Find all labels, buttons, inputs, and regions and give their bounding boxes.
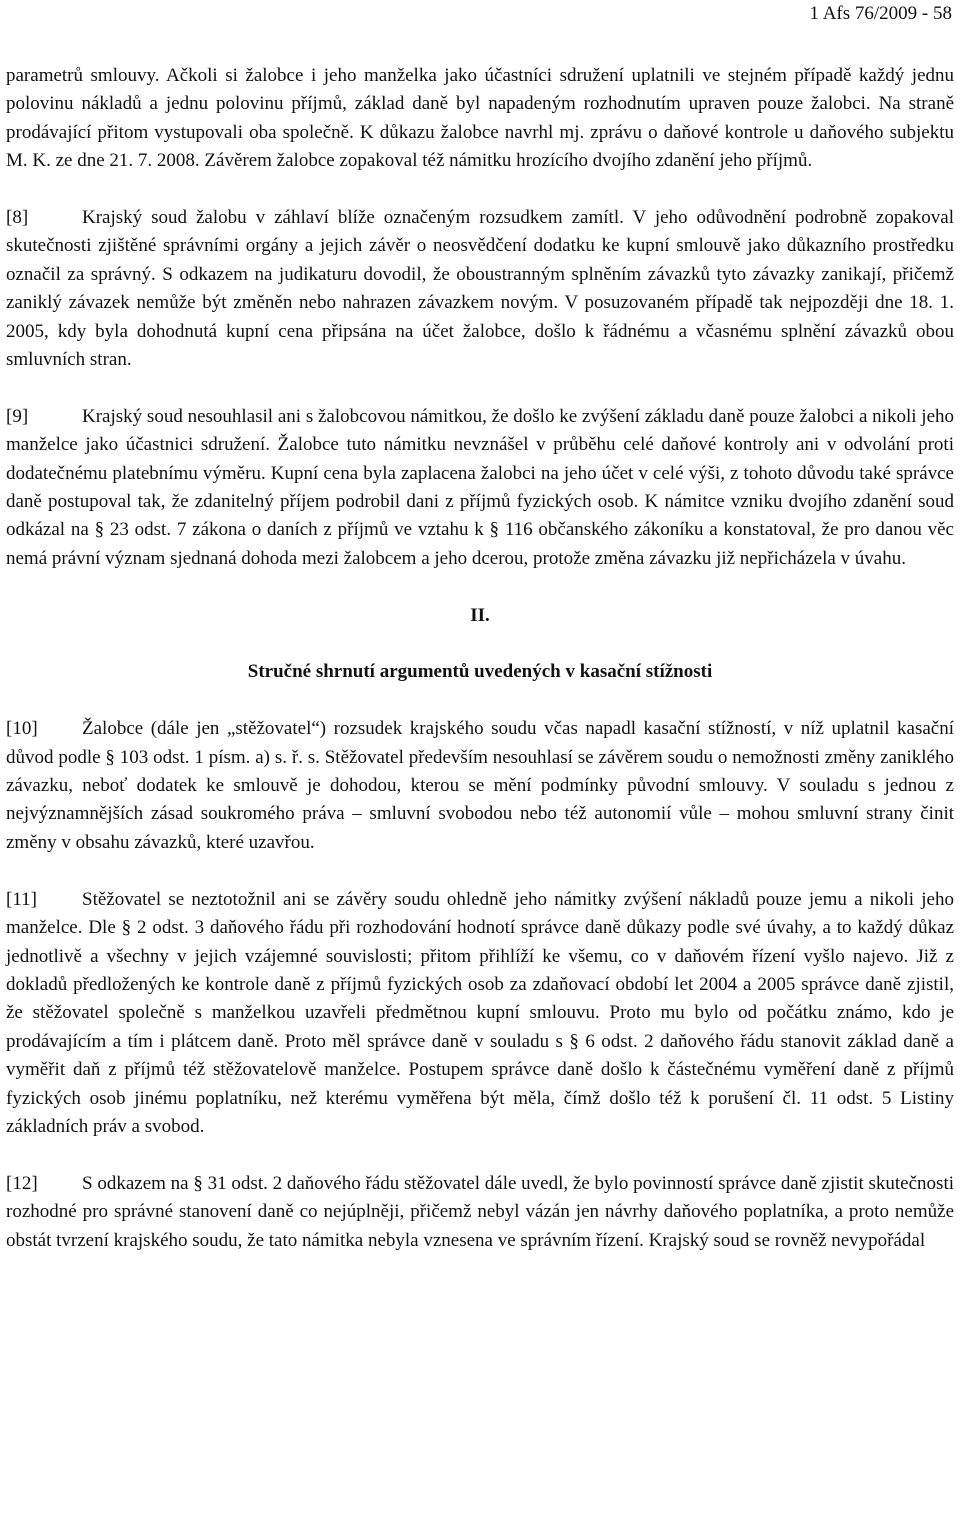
section-number: II. bbox=[470, 604, 490, 626]
paragraph-number: [8] bbox=[6, 207, 29, 229]
page-header bbox=[6, 0, 954, 62]
paragraph-number: [12] bbox=[6, 1172, 38, 1194]
paragraph-number: [9] bbox=[6, 405, 29, 427]
paragraph-text: Stěžovatel se neztotožnil ani se závěry soudu ohledně jeho námitky zvýšení nákladů pouze jemu a nikoli jeho manželce. Dle § 2 odst. 3 daňového řádu při rozhodování hodnotí správce daně důkazy podle své úvahy, a to každý důkaz jednotlivě a všechny v jejich vzájemné souvislosti; přitom přihlíží ke všemu, co v daňovém řízení vyšlo najevo. Již z dokladů předložených ke kontrole daně z příjmů fyzických osob za zdaňovací období let 2004 a 2005 správce daně zjistil, že stěžovatel společně s manželkou uzavřeli předmětnou kupní smlouvu. Proto mu bylo od počátku známo, kdo je prodávajícím a tím i plátcem daně. Proto měl správce daně v souladu s § 6 odst. 2 daňového řádu stanovit základ daně a vyměřit daň z příjmů též stěžovatelově manželce. Postupem správce daně došlo k částečnému vyměření daně z příjmů fyzických osob jinému poplatníku, než kterému vyměřena být měla, čímž došlo též k porušení čl. 11 odst. 5 Listiny základních práv a svobod. bbox=[6, 888, 954, 1137]
paragraph-text: Žalobce (dále jen „stěžovatel“) rozsudek krajského soudu včas napadl kasační stížností, v níž uplatnil kasační důvod podle § 103 odst. 1 písm. a) s. ř. s. Stěžovatel především nesouhlasí se závěrem soudu o nemožnosti změny zaniklého závazku, neboť dodatek ke smlouvě je dohodou, kterou se mění podmínky původní smlouvy. V souladu s jednou z nejvýznamnějších zásad soukromého práva – smluvní svobodou nebo též autonomií vůle – mohou smluvní strany činit změny v obsahu závazků, které uzavřou. bbox=[6, 718, 954, 853]
paragraph-text: Krajský soud žalobu v záhlaví blíže označeným rozsudkem zamítl. V jeho odůvodnění podrobně zopakoval skutečnosti zjištěné správními orgány a jejich závěr o neosvědčení dodatku ke kupní smlouvě jako důkazního prostředku označil za správný. S odkazem na judikaturu dovodil, že oboustranným splněním závazků tyto závazky zanikají, přičemž zaniklý závazek nemůže být změněn nebo nahrazen závazkem novým. V posuzovaném případě tak nejpozději dne 18. 1. 2005, kdy byla dohodnutá kupní cena připsána na účet žalobce, došlo k řádnému a včasnému splnění závazků obou smluvních stran. bbox=[6, 207, 954, 371]
paragraph-9 bbox=[6, 403, 954, 573]
paragraph-12 bbox=[6, 1170, 954, 1255]
paragraph-8 bbox=[6, 204, 954, 374]
paragraph-number: [10] bbox=[6, 718, 38, 740]
paragraph-text: Krajský soud nesouhlasil ani s žalobcovou námitkou, že došlo ke zvýšení základu daně pouze žalobci a nikoli jeho manželce jako účastnici sdružení. Žalobce tuto námitku nevznášel v průběhu celé daňové kontroly ani v odvolání proti dodatečnému platebnímu výměru. Kupní cena byla zaplacena žalobci na jeho účet v celé výši, z tohoto důvodu také správce daně postupoval tak, že zdanitelný příjem podrobil dani z příjmů fyzických osob. K námitce vzniku dvojího zdanění soud odkázal na § 23 odst. 7 zákona o daních z příjmů ve vztahu k § 116 občanského zákoníku a konstatoval, že pro danou věc nemá právní význam sjednaná dohoda mezi žalobcem a jeho dcerou, protože změna závazku již nepřicházela v úvahu. bbox=[6, 405, 954, 569]
section-title: Stručné shrnutí argumentů uvedených v kasační stížnosti bbox=[247, 661, 713, 683]
paragraph-text: parametrů smlouvy. Ačkoli si žalobce i jeho manželka jako účastníci sdružení uplatnili ve stejném případě každý jednu polovinu nákladů a jednu polovinu příjmů, základ daně byl napadeným rozhodnutím upraven pouze žalobci. Na straně prodávající přitom vystupovali oba společně. K důkazu žalobce navrhl mj. zprávu o daňové kontrole u daňového subjektu M. K. ze dne 21. 7. 2008. Závěrem žalobce zopakoval též námitku hrozícího dvojího zdanění jeho příjmů. bbox=[6, 65, 954, 172]
paragraph-11 bbox=[6, 886, 954, 1142]
paragraph-number: [11] bbox=[6, 888, 37, 910]
case-number: 1 Afs 76/2009 - 58 bbox=[809, 3, 952, 24]
paragraph-text: S odkazem na § 31 odst. 2 daňového řádu stěžovatel dále uvedl, že bylo povinností správce daně zjistit skutečnosti rozhodné pro správné stanovení daně co nejúplněji, přičemž nebyl vázán jen návrhy daňového poplatníka, a proto nemůže obstát tvrzení krajského soudu, že tato námitka nebyla vznesena ve správním řízení. Krajský soud se rovněž nevypořádal bbox=[6, 1172, 954, 1251]
paragraph-10 bbox=[6, 715, 954, 857]
paragraph-continuation bbox=[6, 62, 954, 176]
